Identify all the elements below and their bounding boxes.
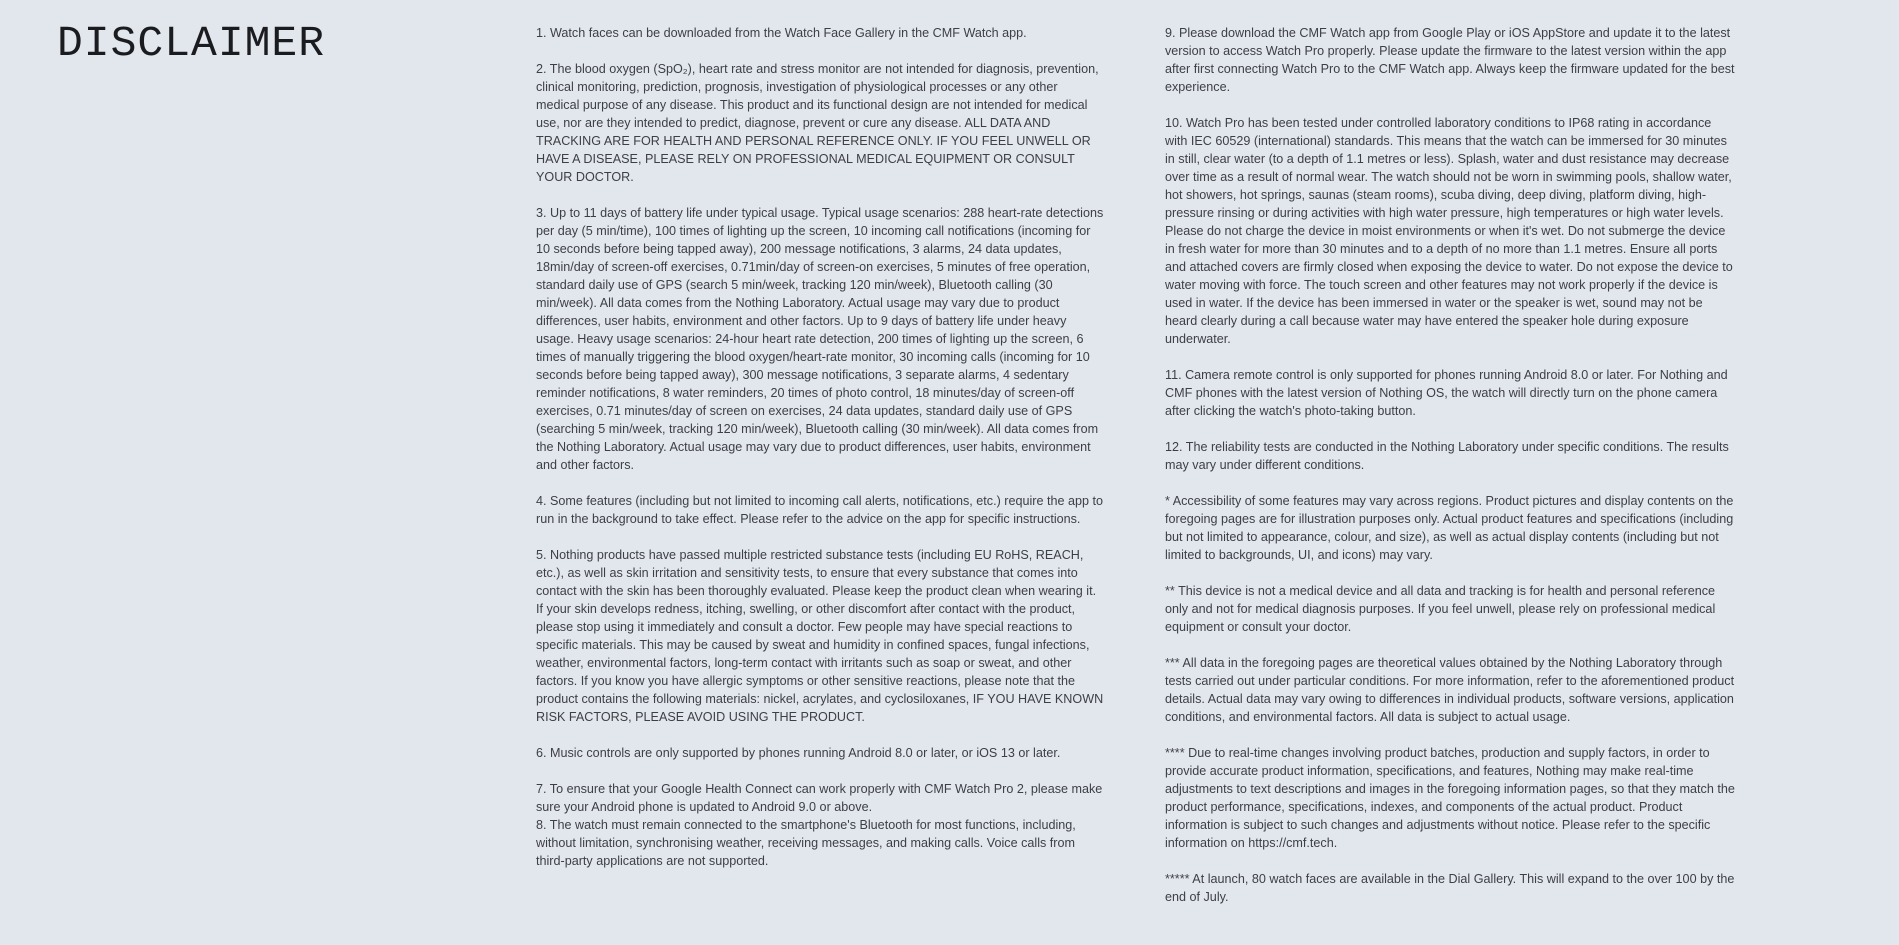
disclaimer-item-11: 11. Camera remote control is only supported for phones running Android 8.0 or later. For Nothing and CMF phones with the latest version of Nothing OS, the watch will directly turn on the phone camera after clicking the watch's photo-taking button.: [1165, 368, 1728, 418]
disclaimer-item-9: 9. Please download the CMF Watch app from Google Play or iOS AppStore and update it to the latest version to access Watch Pro properly. Please update the firmware to the latest version within the app after first connecting Watch Pro to the CMF Watch app. Always keep the firmware updated for the best experience.: [1165, 26, 1735, 94]
disclaimer-item-6: 6. Music controls are only supported by phones running Android 8.0 or later, or iOS 13 or later.: [536, 746, 1061, 760]
disclaimer-column-right: [1165, 24, 1737, 906]
disclaimer-item-12: 12. The reliability tests are conducted in the Nothing Laboratory under specific conditions. The results may vary under different conditions.: [1165, 440, 1729, 472]
page-title: DISCLAIMER: [57, 19, 326, 68]
footnote-1: * Accessibility of some features may vary across regions. Product pictures and display contents on the foregoing pages are for illustration purposes only. Actual product features and specifications (including but not limited to appearance, colour, and size), as well as actual display contents (including but not limited to backgrounds, UI, and icons) may vary.: [1165, 494, 1734, 562]
disclaimer-item-7: 7. To ensure that your Google Health Connect can work properly with CMF Watch Pro 2, please make sure your Android phone is updated to Android 9.0 or above.: [536, 782, 1103, 814]
disclaimer-item-3: 3. Up to 11 days of battery life under typical usage. Typical usage scenarios: 288 heart-rate detections per day (5 min/time), 100 times of lighting up the screen, 10 incoming call notifications (incoming for 10 seconds before being tapped away), 200 message notifications, 3 alarms, 24 data updates, 18min/day of screen-off exercises, 0.71min/day of screen-on exercises, 5 minutes of free operation, standard daily use of GPS (search 5 min/week, tracking 120 min/week), Bluetooth calling (30 min/week). All data comes from the Nothing Laboratory. Actual usage may vary due to product differences, user habits, environment and other factors. Up to 9 days of battery life under heavy usage. Heavy usage scenarios: 24-hour heart rate detection, 200 times of lighting up the screen, 6 times of manually triggering the blood oxygen/heart-rate monitor, 30 incoming calls (incoming for 10 seconds before being tapped away), 300 message notifications, 3 separate alarms, 4 sedentary reminder notifications, 8 water reminders, 20 times of photo control, 18 minutes/day of screen-off exercises, 0.71 minutes/day of screen on exercises, 24 data updates, standard daily use of GPS (searching 5 min/week, tracking 120 min/week), Bluetooth calling (30 min/week). All data comes from the Nothing Laboratory. Actual usage may vary due to product differences, user habits, environment and other factors.: [536, 206, 1104, 472]
disclaimer-item-5: 5. Nothing products have passed multiple restricted substance tests (including EU RoHS, REACH, etc.), as well as skin irritation and sensitivity tests, to ensure that every substance that comes into contact with the skin has been thoroughly evaluated. Please keep the product clean when wearing it. If your skin develops redness, itching, swelling, or other discomfort after contact with the product, please stop using it immediately and consult a doctor. Few people may have special reactions to specific materials. This may be caused by sweat and humidity in confined spaces, fungal infections, weather, environmental factors, long-term contact with irritants such as soap or sweat, and other factors. If you know you have allergic symptoms or other sensitive reactions, please note that the product contains the following materials: nickel, acrylates, and cyclosiloxanes, IF YOU HAVE KNOWN RISK FACTORS, PLEASE AVOID USING THE PRODUCT.: [536, 548, 1104, 724]
disclaimer-item-4: 4. Some features (including but not limited to incoming call alerts, notifications, etc.) require the app to run in the background to take effect. Please refer to the advice on the app for specific instructions.: [536, 494, 1104, 526]
disclaimer-item-1: 1. Watch faces can be downloaded from the Watch Face Gallery in the CMF Watch app.: [536, 26, 1027, 40]
footnote-3: *** All data in the foregoing pages are theoretical values obtained by the Nothing Laboratory through tests carried out under particular conditions. For more information, refer to the aforementioned product details. Actual data may vary owing to differences in individual products, software versions, application conditions, and environmental factors. All data is subject to actual usage.: [1165, 656, 1735, 724]
disclaimer-item-2: 2. The blood oxygen (SpO₂), heart rate and stress monitor are not intended for diagnosis, prevention, clinical monitoring, prediction, prognosis, investigation of physiological processes or any other medical purpose of any disease. This product and its functional design are not intended for medical use, nor are they intended to predict, diagnose, prevent or cure any disease. ALL DATA AND TRACKING ARE FOR HEALTH AND PERSONAL REFERENCE ONLY. IF YOU FEEL UNWELL OR HAVE A DISEASE, PLEASE RELY ON PROFESSIONAL MEDICAL EQUIPMENT OR CONSULT YOUR DOCTOR.: [536, 62, 1099, 184]
footnote-5: ***** At launch, 80 watch faces are available in the Dial Gallery. This will expand to the over 100 by the end of July.: [1165, 872, 1735, 904]
disclaimer-item-8: 8. The watch must remain connected to the smartphone's Bluetooth for most functions, including, without limitation, synchronising weather, receiving messages, and making calls. Voice calls from third-party applications are not supported.: [536, 818, 1076, 868]
disclaimer-column-left: [536, 24, 1104, 870]
disclaimer-item-10: 10. Watch Pro has been tested under controlled laboratory conditions to IP68 rating in accordance with IEC 60529 (international) standards. This means that the watch can be immersed for 30 minutes in still, clear water (to a depth of 1.1 metres or less). Splash, water and dust resistance may decrease over time as a result of normal wear. The watch should not be worn in swimming pools, shallow water, hot showers, hot springs, saunas (steam rooms), scuba diving, deep diving, platform diving, high-pressure rinsing or during activities with high water pressure, high temperatures or high water levels. Please do not charge the device in moist environments or when it's wet. Do not submerge the device in fresh water for more than 30 minutes and to a depth of no more than 1.1 metres. Ensure all ports and attached covers are firmly closed when exposing the device to water. Do not expose the device to water moving with force. The touch screen and other features may not work properly if the device is used in water. If the device has been immersed in water or the speaker is wet, sound may not be heard clearly during a call because water may have entered the speaker hole during exposure underwater.: [1165, 116, 1733, 346]
footnote-4: **** Due to real-time changes involving product batches, production and supply factors, in order to provide accurate product information, specifications, and features, Nothing may make real-time adjustments to text descriptions and images in the foregoing information pages, so that they match the product performance, specifications, indexes, and components of the actual product. Product information is subject to such changes and adjustments without notice. Please refer to the specific information on https://cmf.tech.: [1165, 746, 1735, 850]
footnote-2: ** This device is not a medical device and all data and tracking is for health and personal reference only and not for medical diagnosis purposes. If you feel unwell, please rely on professional medical equipment or consult your doctor.: [1165, 584, 1716, 634]
